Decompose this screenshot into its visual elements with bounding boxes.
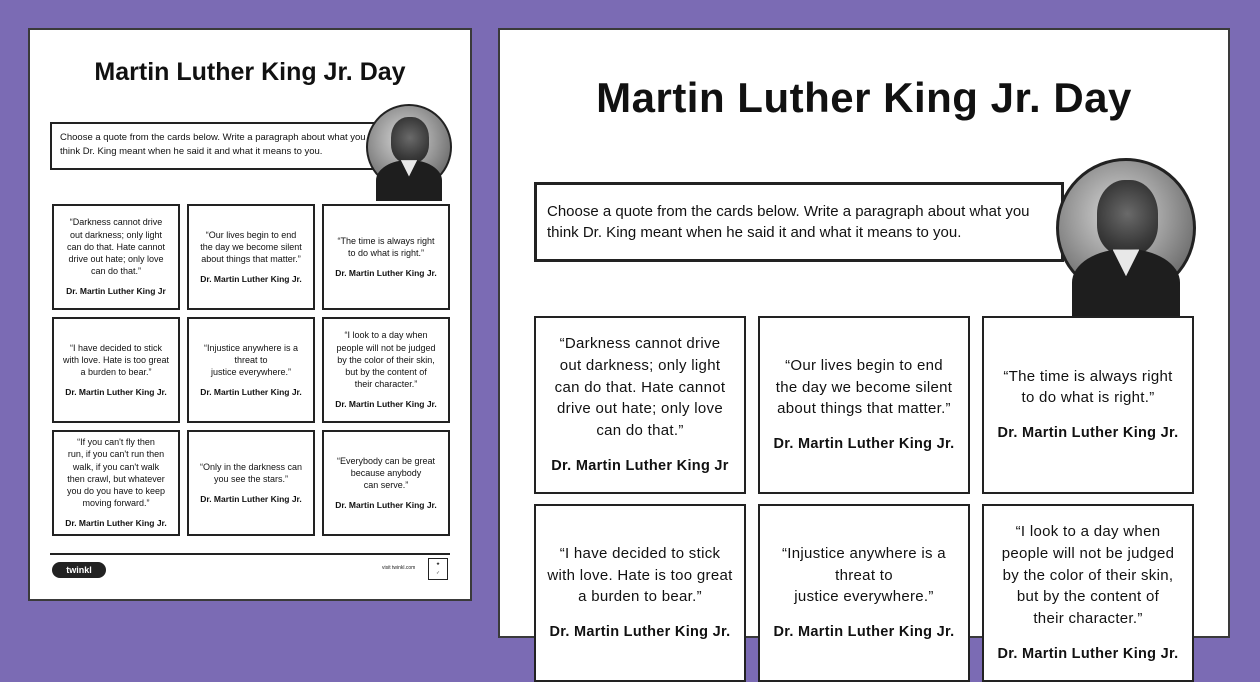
- quote-card: [982, 504, 1194, 682]
- quality-badge-icon: ★ ✓: [428, 558, 448, 580]
- quote-card: [52, 204, 180, 310]
- quote-author: Dr. Martin Luther King Jr.: [773, 624, 955, 641]
- quote-text: “Injustice anywhere is a threat to justice everywhere.”: [782, 544, 946, 606]
- quote-card: [758, 316, 970, 494]
- quote-card: [758, 504, 970, 682]
- worksheet-preview-large: [498, 28, 1230, 662]
- quote-card: [322, 204, 450, 310]
- page-title: Martin Luther King Jr. Day: [94, 58, 406, 86]
- quote-card: [52, 317, 180, 423]
- quote-author: Dr. Martin Luther King Jr: [66, 286, 166, 297]
- quote-card: [982, 316, 1194, 494]
- quote-author: Dr. Martin Luther King Jr.: [335, 499, 437, 510]
- footer-site-text: visit twinkl.com: [382, 565, 416, 571]
- quote-card: [187, 317, 315, 423]
- quote-card: [322, 430, 450, 536]
- quote-author: Dr. Martin Luther King Jr.: [335, 399, 437, 410]
- portrait-photo: [1056, 158, 1196, 298]
- quote-text: “I have decided to stick with love. Hate is too great a burden to bear.”: [547, 544, 733, 606]
- quote-card: [322, 317, 450, 423]
- quote-card: [187, 430, 315, 536]
- quote-author: Dr. Martin Luther King Jr.: [997, 645, 1179, 662]
- quote-author: Dr. Martin Luther King Jr.: [549, 624, 731, 641]
- quote-author: Dr. Martin Luther King Jr.: [65, 518, 167, 529]
- quote-text: “The time is always right to do what is right.”: [337, 235, 435, 258]
- quote-card: [534, 316, 746, 494]
- quote-text: “Darkness cannot drive out darkness; only light can do that. Hate cannot drive out hate; only love can do that.”: [66, 217, 166, 276]
- quote-card: [187, 204, 315, 310]
- twinkl-logo-icon: twinkl: [52, 562, 106, 578]
- quote-text: “Darkness cannot drive out darkness; only light can do that. Hate cannot drive out hate; only love can do that.”: [554, 335, 726, 440]
- footer-divider: [50, 553, 450, 555]
- quote-text: “Everybody can be great because anybody can serve.”: [336, 455, 436, 490]
- quote-author: Dr. Martin Luther King Jr.: [997, 425, 1179, 442]
- quote-text: “I look to a day when people will not be judged by the color of their skin, but by the content of their character.”: [336, 330, 436, 389]
- page-title: Martin Luther King Jr. Day: [596, 74, 1132, 121]
- quote-author: Dr. Martin Luther King Jr.: [200, 493, 302, 504]
- quote-author: Dr. Martin Luther King Jr.: [335, 267, 437, 278]
- portrait-head: [1097, 180, 1159, 255]
- quote-card: [534, 504, 746, 682]
- instructions-box: Choose a quote from the cards below. Write a paragraph about what you think Dr. King meant when he said it and what it means to you.: [50, 122, 390, 170]
- quote-author: Dr. Martin Luther King Jr.: [773, 436, 955, 453]
- quote-author: Dr. Martin Luther King Jr: [551, 457, 729, 474]
- portrait-head: [391, 117, 429, 163]
- quote-text: “Only in the darkness can you see the stars.”: [199, 461, 303, 484]
- quote-text: “Our lives begin to end the day we become silent about things that matter.”: [200, 229, 302, 264]
- quote-card: [52, 430, 180, 536]
- quote-author: Dr. Martin Luther King Jr.: [200, 386, 302, 397]
- portrait-photo: [366, 104, 452, 190]
- instructions-box: Choose a quote from the cards below. Write a paragraph about what you think Dr. King meant when he said it and what it means to you.: [534, 182, 1064, 262]
- quote-text: “Injustice anywhere is a threat to justice everywhere.”: [203, 342, 299, 377]
- quote-text: “I look to a day when people will not be judged by the color of their skin, but by the content of their character.”: [1001, 523, 1175, 628]
- quote-text: “If you can't fly then run, if you can't run then walk, if you can't walk then crawl, but whatever you do you have to keep moving forward.”: [66, 437, 166, 509]
- worksheet-preview-small: [28, 28, 472, 601]
- quote-text: “Our lives begin to end the day we become silent about things that matter.”: [775, 356, 953, 418]
- quote-author: Dr. Martin Luther King Jr.: [200, 273, 302, 284]
- quote-text: “I have decided to stick with love. Hate is too great a burden to bear.”: [62, 342, 170, 377]
- quote-author: Dr. Martin Luther King Jr.: [65, 386, 167, 397]
- quote-text: “The time is always right to do what is right.”: [1003, 367, 1173, 407]
